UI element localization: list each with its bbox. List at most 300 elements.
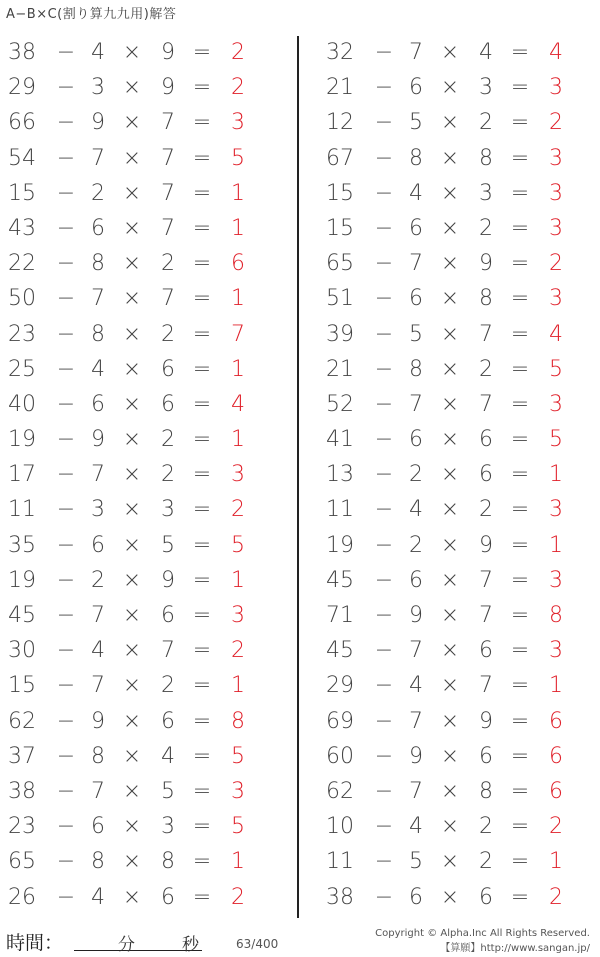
operand-a: 13 [326,462,354,488]
answer: 1 [231,356,245,382]
minus-sign: − [374,391,394,417]
times-sign: × [122,603,142,628]
times-sign: × [440,180,460,206]
equals-sign: = [510,673,530,699]
operand-b: 5 [409,321,423,347]
equals-sign: = [192,849,212,875]
operand-a: 19 [8,427,36,453]
answer: 1 [549,532,563,558]
answer: 3 [549,286,563,312]
answer: 2 [549,884,563,910]
minus-sign: − [56,884,76,910]
problem-row [326,105,586,140]
times-sign: × [440,286,460,312]
operand-a: 35 [8,532,36,558]
minus-sign: − [56,814,76,840]
operand-a: 50 [8,286,36,312]
times-sign: × [440,638,460,664]
operand-c: 7 [161,638,175,664]
minus-sign: − [56,708,76,734]
operand-c: 9 [479,251,493,277]
operand-a: 37 [8,743,36,769]
times-sign: × [122,286,142,312]
operand-a: 67 [326,145,354,171]
problem-row [326,704,586,739]
problem-row [8,774,268,809]
operand-a: 15 [8,673,36,699]
answer: 5 [231,145,245,171]
answer: 3 [231,778,245,804]
operand-c: 2 [161,251,175,277]
operand-a: 19 [326,532,354,558]
answer: 5 [549,356,563,382]
minus-sign: − [56,778,76,804]
operand-c: 3 [479,75,493,101]
operand-a: 30 [8,638,36,664]
operand-b: 7 [91,145,105,171]
operand-b: 8 [91,321,105,347]
times-sign: × [440,251,460,277]
times-sign: × [440,462,460,488]
equals-sign: = [510,743,530,769]
right-problem-column [326,35,586,915]
answer: 1 [231,673,245,699]
operand-b: 7 [409,40,423,65]
minus-sign: − [374,462,394,488]
operand-a: 21 [326,356,354,382]
operand-c: 6 [479,884,493,910]
answer: 7 [231,321,245,347]
operand-c: 7 [479,673,493,699]
problem-row [8,35,268,70]
problem-row [326,668,586,703]
answer: 6 [549,743,563,769]
equals-sign: = [192,462,212,488]
operand-b: 8 [91,743,105,769]
operand-a: 21 [326,75,354,101]
problem-row [8,598,268,633]
operand-a: 11 [326,497,354,523]
equals-sign: = [510,708,530,734]
operand-c: 2 [161,462,175,488]
problem-row [8,880,268,915]
operand-a: 45 [8,603,36,628]
equals-sign: = [192,603,212,628]
minus-sign: − [374,215,394,241]
equals-sign: = [192,251,212,277]
times-sign: × [440,427,460,453]
minus-sign: − [56,40,76,65]
seconds-label: 秒 [182,935,199,955]
problem-row [326,492,586,527]
operand-c: 6 [161,391,175,417]
answer: 4 [231,391,245,417]
problem-row [326,352,586,387]
operand-c: 7 [479,603,493,628]
answer: 1 [231,567,245,593]
minus-sign: − [56,110,76,136]
operand-c: 7 [479,391,493,417]
equals-sign: = [192,778,212,804]
equals-sign: = [192,743,212,769]
equals-sign: = [510,532,530,558]
operand-a: 43 [8,215,36,241]
times-sign: × [122,391,142,417]
operand-c: 9 [161,75,175,101]
operand-b: 6 [91,814,105,840]
problem-row [326,422,586,457]
answer: 1 [549,673,563,699]
answer: 3 [549,391,563,417]
answer: 1 [231,427,245,453]
operand-a: 71 [326,603,354,628]
answer: 8 [231,708,245,734]
operand-a: 23 [8,814,36,840]
operand-c: 7 [479,321,493,347]
operand-c: 2 [479,814,493,840]
operand-a: 54 [8,145,36,171]
minus-sign: − [374,814,394,840]
answer: 1 [231,286,245,312]
problem-row [326,387,586,422]
answer: 2 [231,497,245,523]
operand-b: 9 [91,110,105,136]
equals-sign: = [510,75,530,101]
equals-sign: = [510,884,530,910]
operand-b: 4 [409,814,423,840]
problem-row [326,563,586,598]
times-sign: × [122,321,142,347]
equals-sign: = [192,145,212,171]
operand-a: 38 [8,40,36,65]
operand-c: 7 [479,567,493,593]
equals-sign: = [510,778,530,804]
answer: 5 [231,532,245,558]
equals-sign: = [192,75,212,101]
operand-c: 9 [479,708,493,734]
equals-sign: = [192,427,212,453]
operand-b: 4 [409,497,423,523]
problem-row [326,809,586,844]
operand-a: 26 [8,884,36,910]
operand-a: 32 [326,40,354,65]
times-sign: × [440,567,460,593]
operand-b: 5 [409,849,423,875]
site-link[interactable]: 【算願】http://www.sangan.jp/ [440,943,590,954]
equals-sign: = [192,321,212,347]
operand-a: 65 [326,251,354,277]
equals-sign: = [510,251,530,277]
times-sign: × [440,110,460,136]
minus-sign: − [56,145,76,171]
answer: 3 [549,215,563,241]
problem-row [8,317,268,352]
equals-sign: = [510,497,530,523]
answer: 3 [549,497,563,523]
times-sign: × [122,75,142,101]
answer: 6 [231,251,245,277]
problem-row [326,35,586,70]
times-sign: × [122,884,142,910]
times-sign: × [440,743,460,769]
problem-row [326,317,586,352]
minus-sign: − [374,708,394,734]
operand-b: 6 [409,567,423,593]
operand-a: 40 [8,391,36,417]
operand-b: 2 [409,462,423,488]
answer: 3 [549,638,563,664]
operand-c: 6 [479,743,493,769]
answer: 3 [549,180,563,206]
minus-sign: − [56,427,76,453]
copyright-text: Copyright © Alpha.Inc All Rights Reserved. [375,928,590,939]
operand-b: 6 [91,532,105,558]
problem-row [8,211,268,246]
minus-sign: − [374,110,394,136]
operand-c: 6 [479,638,493,664]
equals-sign: = [192,884,212,910]
minus-sign: − [374,356,394,382]
minus-sign: − [56,638,76,664]
operand-a: 15 [326,215,354,241]
operand-b: 7 [409,778,423,804]
times-sign: × [122,215,142,241]
equals-sign: = [510,603,530,628]
operand-a: 29 [326,673,354,699]
problem-row [8,176,268,211]
operand-a: 39 [326,321,354,347]
copyright-block [375,926,590,956]
answer: 4 [549,321,563,347]
operand-b: 4 [91,40,105,65]
equals-sign: = [192,215,212,241]
times-sign: × [440,321,460,347]
equals-sign: = [510,145,530,171]
operand-c: 2 [479,849,493,875]
operand-b: 9 [91,708,105,734]
equals-sign: = [510,814,530,840]
minus-sign: − [374,532,394,558]
minus-sign: − [374,603,394,628]
problem-row [326,281,586,316]
times-sign: × [122,638,142,664]
minus-sign: − [56,673,76,699]
problem-row [326,598,586,633]
operand-b: 7 [409,251,423,277]
left-problem-column [8,35,268,915]
equals-sign: = [192,638,212,664]
minus-sign: − [374,286,394,312]
times-sign: × [122,849,142,875]
minus-sign: − [56,356,76,382]
operand-b: 8 [409,356,423,382]
time-label: 時間： [6,932,64,954]
times-sign: × [122,708,142,734]
problem-row [326,528,586,563]
operand-c: 2 [161,427,175,453]
minus-sign: − [56,391,76,417]
equals-sign: = [510,110,530,136]
equals-sign: = [510,462,530,488]
equals-sign: = [192,814,212,840]
problem-row [8,668,268,703]
minus-sign: − [374,251,394,277]
answer: 3 [549,145,563,171]
problem-row [8,633,268,668]
answer: 1 [231,215,245,241]
answer: 4 [549,40,563,65]
minus-sign: − [374,180,394,206]
operand-a: 45 [326,567,354,593]
equals-sign: = [510,427,530,453]
minus-sign: − [374,567,394,593]
times-sign: × [122,427,142,453]
operand-c: 4 [161,743,175,769]
minus-sign: − [374,673,394,699]
operand-c: 3 [161,814,175,840]
operand-c: 3 [479,180,493,206]
operand-b: 2 [91,180,105,206]
answer: 3 [231,110,245,136]
operand-c: 3 [161,497,175,523]
operand-a: 15 [8,180,36,206]
times-sign: × [122,743,142,769]
minus-sign: − [56,743,76,769]
operand-c: 7 [161,110,175,136]
answer: 8 [549,603,563,628]
problem-row [8,105,268,140]
operand-c: 2 [479,110,493,136]
operand-c: 9 [161,40,175,65]
answer: 2 [231,884,245,910]
page-title: A−B×C(割り算九九用)解答 [6,7,177,22]
operand-c: 4 [479,40,493,65]
operand-b: 9 [91,427,105,453]
times-sign: × [122,356,142,382]
answer: 2 [549,110,563,136]
operand-b: 6 [91,391,105,417]
equals-sign: = [192,708,212,734]
operand-c: 6 [161,603,175,628]
equals-sign: = [192,673,212,699]
problem-row [326,70,586,105]
operand-b: 7 [409,391,423,417]
operand-b: 7 [409,638,423,664]
operand-c: 5 [161,532,175,558]
problem-row [8,246,268,281]
equals-sign: = [510,391,530,417]
operand-b: 6 [409,427,423,453]
problem-row [326,176,586,211]
operand-c: 7 [161,180,175,206]
operand-a: 62 [326,778,354,804]
minus-sign: − [56,497,76,523]
minus-sign: − [56,75,76,101]
operand-a: 23 [8,321,36,347]
operand-a: 19 [8,567,36,593]
minus-sign: − [374,849,394,875]
operand-b: 8 [91,251,105,277]
problem-row [8,281,268,316]
operand-a: 38 [8,778,36,804]
minus-sign: − [56,180,76,206]
operand-a: 69 [326,708,354,734]
operand-c: 6 [479,427,493,453]
minus-sign: − [56,321,76,347]
operand-b: 6 [409,286,423,312]
problem-row [8,739,268,774]
minus-sign: − [374,145,394,171]
operand-a: 15 [326,180,354,206]
times-sign: × [122,145,142,171]
problem-row [326,844,586,879]
operand-b: 6 [409,884,423,910]
operand-b: 6 [91,215,105,241]
operand-b: 3 [91,75,105,101]
equals-sign: = [192,532,212,558]
operand-a: 65 [8,849,36,875]
times-sign: × [122,814,142,840]
times-sign: × [122,180,142,206]
operand-b: 8 [409,145,423,171]
operand-c: 6 [161,708,175,734]
operand-b: 5 [409,110,423,136]
equals-sign: = [510,180,530,206]
equals-sign: = [510,321,530,347]
answer: 6 [549,778,563,804]
times-sign: × [440,391,460,417]
operand-c: 5 [161,778,175,804]
operand-a: 29 [8,75,36,101]
times-sign: × [440,215,460,241]
minus-sign: − [374,778,394,804]
operand-a: 45 [326,638,354,664]
operand-c: 6 [161,356,175,382]
minus-sign: − [374,743,394,769]
page-number: 63/400 [236,937,279,951]
times-sign: × [440,849,460,875]
times-sign: × [122,778,142,804]
problem-row [8,528,268,563]
operand-a: 22 [8,251,36,277]
operand-c: 9 [479,532,493,558]
answer: 3 [549,75,563,101]
problem-row [8,387,268,422]
answer: 1 [231,849,245,875]
operand-a: 41 [326,427,354,453]
equals-sign: = [192,391,212,417]
operand-b: 4 [91,638,105,664]
operand-a: 51 [326,286,354,312]
operand-b: 4 [91,356,105,382]
answer: 5 [231,743,245,769]
times-sign: × [122,251,142,277]
times-sign: × [440,145,460,171]
operand-a: 38 [326,884,354,910]
problem-row [326,880,586,915]
times-sign: × [122,673,142,699]
minus-sign: − [56,462,76,488]
minus-sign: − [374,427,394,453]
operand-a: 12 [326,110,354,136]
operand-c: 8 [479,145,493,171]
equals-sign: = [510,356,530,382]
times-sign: × [122,567,142,593]
operand-b: 2 [91,567,105,593]
times-sign: × [440,532,460,558]
operand-a: 52 [326,391,354,417]
problem-row [8,422,268,457]
